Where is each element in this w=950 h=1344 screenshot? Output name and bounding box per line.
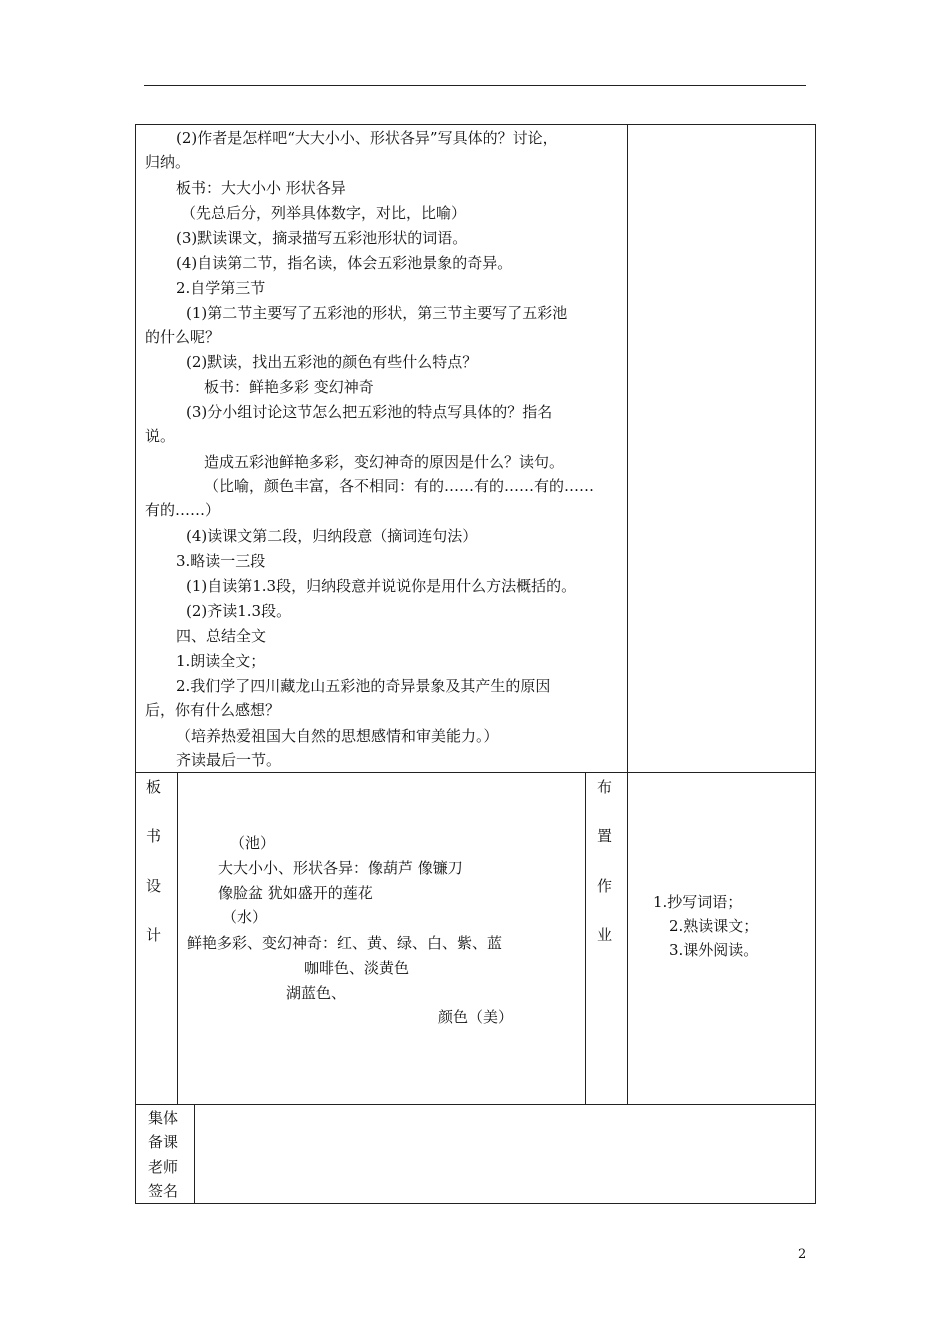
homework-item: 1.抄写词语；: [653, 893, 743, 911]
text-line: （比喻，颜色丰富，各不相同：有的……有的……有的……: [204, 477, 595, 495]
text-line: 有的……）: [145, 501, 221, 519]
text-line: 2.我们学了四川藏龙山五彩池的奇异景象及其产生的原因: [176, 677, 551, 695]
board-label-char: 设: [146, 877, 162, 895]
row-divider-1: [135, 772, 816, 773]
board-line: 像脸盆 犹如盛开的莲花: [218, 884, 373, 902]
signature-label-line: 备课: [148, 1133, 179, 1151]
text-line: 造成五彩池鲜艳多彩，变幻神奇的原因是什么？读句。: [204, 453, 565, 471]
text-line: (1)自读第1.3段，归纳段意并说说你是用什么方法概括的。: [186, 577, 577, 595]
board-label-char: 计: [146, 926, 162, 944]
text-line: (3)默读课文，摘录描写五彩池形状的词语。: [176, 229, 468, 247]
text-line: 说。: [145, 427, 176, 445]
text-line: 板书：大大小小 形状各异: [176, 179, 346, 197]
text-line: (2)默读，找出五彩池的颜色有些什么特点？: [186, 353, 478, 371]
text-line: 齐读最后一节。: [176, 751, 282, 769]
board-line: 湖蓝色、: [286, 984, 347, 1002]
row-divider-2: [135, 1104, 816, 1105]
text-line: (1)第二节主要写了五彩池的形状，第三节主要写了五彩池: [186, 304, 568, 322]
board-label-char: 板: [146, 778, 162, 796]
text-line: (2)齐读1.3段。: [186, 602, 292, 620]
col-divider-homework-label: [627, 772, 628, 1105]
board-line: （水）: [222, 908, 268, 926]
page-number: 2: [798, 1247, 807, 1262]
text-line: 1.朗读全文；: [176, 652, 266, 670]
text-line: 板书：鲜艳多彩 变幻神奇: [204, 378, 374, 396]
col-divider-board-label: [177, 772, 178, 1105]
homework-label-char: 作: [597, 877, 613, 895]
homework-item: 3.课外阅读。: [669, 941, 759, 959]
text-line: (4)读课文第二段，归纳段意（摘词连句法）: [186, 527, 478, 545]
board-line: 咖啡色、淡黄色: [304, 959, 410, 977]
text-line: 四、总结全文: [176, 627, 267, 645]
header-rule: [144, 85, 806, 86]
board-line: 颜色（美）: [438, 1008, 514, 1026]
signature-label-line: 老师: [148, 1158, 179, 1176]
text-line: （培养热爱祖国大自然的思想感情和审美能力。）: [176, 727, 499, 745]
text-line: 3.略读一三段: [176, 552, 266, 570]
text-line: (2)作者是怎样吧“大大小小、形状各异”写具体的？讨论，: [176, 129, 558, 147]
text-line: 的什么呢？: [145, 328, 221, 346]
board-label-char: 书: [146, 827, 162, 845]
text-line: （先总后分，列举具体数字，对比，比喻）: [181, 204, 467, 222]
board-line: 大大小小、形状各异：像葫芦 像镰刀: [218, 859, 463, 877]
text-line: (4)自读第二节，指名读，体会五彩池景象的奇异。: [176, 254, 513, 272]
text-line: 归纳。: [145, 153, 191, 171]
signature-label-line: 集体: [148, 1109, 179, 1127]
homework-label-char: 置: [597, 827, 613, 845]
text-line: (3)分小组讨论这节怎么把五彩池的特点写具体的？指名: [186, 403, 553, 421]
homework-label-char: 业: [597, 926, 613, 944]
board-line: 鲜艳多彩、变幻神奇：红、黄、绿、白、紫、蓝: [187, 934, 503, 952]
col-divider-notes: [627, 124, 628, 773]
signature-label-line: 签名: [148, 1182, 179, 1200]
homework-item: 2.熟读课文；: [669, 917, 759, 935]
text-line: 2.自学第三节: [176, 279, 266, 297]
board-line: （池）: [230, 834, 276, 852]
col-divider-board-content: [585, 772, 586, 1105]
col-divider-signature-label: [194, 1104, 195, 1204]
text-line: 后，你有什么感想？: [145, 701, 281, 719]
homework-label-char: 布: [597, 778, 613, 796]
